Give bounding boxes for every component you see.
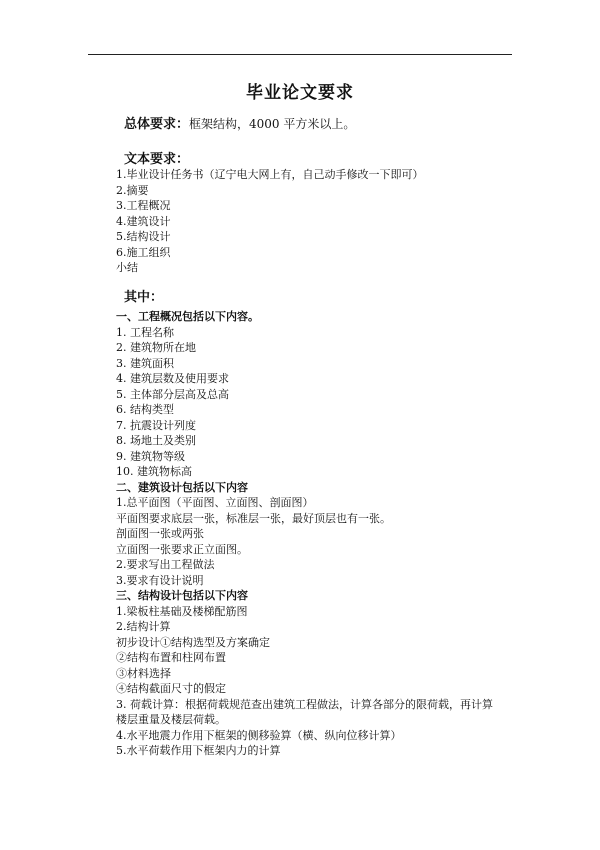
list-item: 9. 建筑物等级 bbox=[116, 449, 185, 463]
section-title: 二、建筑设计包括以下内容 bbox=[116, 480, 248, 494]
section-title: 三、结构设计包括以下内容 bbox=[116, 589, 248, 602]
list-item: 剖面图一张或两张 bbox=[116, 527, 204, 540]
text-requirements-list bbox=[116, 167, 496, 276]
list-item: 3.工程概况 bbox=[116, 199, 171, 212]
list-item: 初步设计①结构选型及方案确定 bbox=[116, 635, 270, 649]
list-item: 2.要求写出工程做法 bbox=[116, 558, 215, 571]
list-item: 1.梁板柱基础及楼梯配筋图 bbox=[116, 604, 248, 618]
overall-requirement-text: 框架结构，4000 平方米以上。 bbox=[189, 117, 356, 131]
list-item: 1. 工程名称 bbox=[116, 325, 174, 339]
list-item: 1.总平面图（平面图、立面图、剖面图） bbox=[116, 496, 314, 509]
list-item: 2.结构计算 bbox=[116, 620, 171, 633]
list-item: 6. 结构类型 bbox=[116, 403, 174, 416]
list-item: 小结 bbox=[116, 261, 138, 274]
list-item: 3. 荷载计算：根据荷载规范查出建筑工程做法，计算各部分的限荷载，再计算楼层重量及楼层荷载。 bbox=[116, 697, 493, 726]
details-body bbox=[116, 309, 496, 759]
overall-requirement bbox=[124, 113, 355, 132]
list-item: ③材料选择 bbox=[116, 666, 171, 680]
list-item: 4.水平地震力作用下框架的侧移验算（横、纵向位移计算） bbox=[116, 728, 402, 742]
document-title: 毕业论文要求 bbox=[246, 83, 354, 103]
list-item: 6.施工组织 bbox=[116, 245, 171, 259]
list-item: 10. 建筑物标高 bbox=[116, 465, 192, 478]
text-requirements-heading: 文本要求： bbox=[124, 152, 190, 167]
list-item: 1.毕业设计任务书（辽宁电大网上有，自己动手修改一下即可） bbox=[116, 168, 424, 181]
list-item: 5.水平荷载作用下框架内力的计算 bbox=[116, 744, 281, 757]
list-item: 2.摘要 bbox=[116, 183, 149, 197]
list-item: 平面图要求底层一张，标准层一张，最好顶层也有一张。 bbox=[116, 511, 391, 525]
section-title: 一、工程概况包括以下内容。 bbox=[116, 310, 259, 323]
list-item: ②结构布置和柱网布置 bbox=[116, 651, 226, 664]
list-item: 3.要求有设计说明 bbox=[116, 573, 204, 587]
list-item: ④结构截面尺寸的假定 bbox=[116, 682, 226, 695]
list-item: 7. 抗震设计列度 bbox=[116, 418, 196, 432]
list-item: 8. 场地土及类别 bbox=[116, 434, 196, 447]
overall-requirement-label: 总体要求： bbox=[124, 117, 190, 132]
list-item: 3. 建筑面积 bbox=[116, 356, 174, 370]
list-item: 立面图一张要求正立面图。 bbox=[116, 542, 248, 556]
header-rule bbox=[88, 54, 512, 55]
list-item: 4. 建筑层数及使用要求 bbox=[116, 372, 229, 385]
list-item: 2. 建筑物所在地 bbox=[116, 341, 196, 354]
list-item: 5.结构设计 bbox=[116, 230, 171, 243]
list-item: 4.建筑设计 bbox=[116, 214, 171, 228]
list-item: 5. 主体部分层高及总高 bbox=[116, 387, 229, 401]
details-heading: 其中： bbox=[124, 290, 164, 305]
